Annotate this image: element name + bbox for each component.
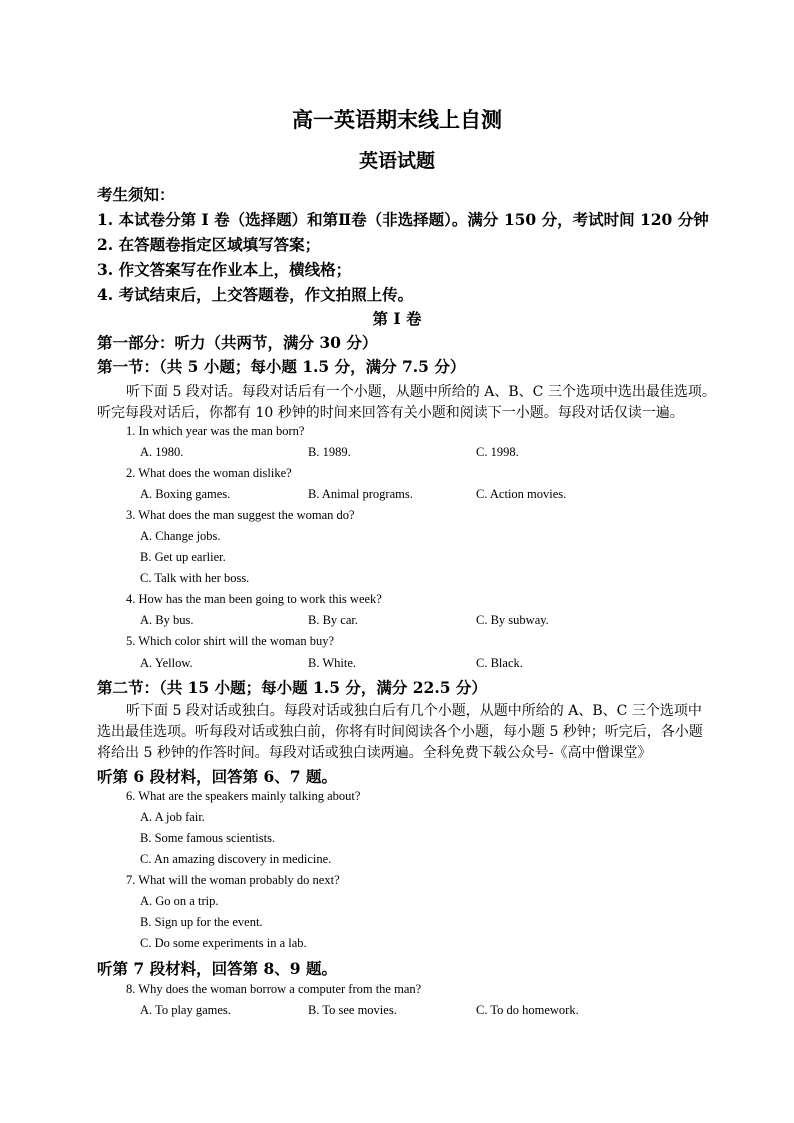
question-4-option-b: B. By car. [308,613,358,627]
question-8-option-b: B. To see movies. [308,1003,397,1017]
notice-item-1: 1. 本试卷分第 I 卷（选择题）和第Ⅱ卷（非选择题）。满分 150 分，考试时间 120 分钟 [97,210,709,229]
question-8: 8. Why does the woman borrow a computer from the man? [126,982,422,996]
question-2-option-a: A. Boxing games. [140,487,231,501]
section1-heading: 第一节：（共 5 小题；每小题 1.5 分，满分 7.5 分） [97,357,466,376]
question-2: 2. What does the woman dislike? [126,466,292,480]
question-5: 5. Which color shirt will the woman buy? [126,634,335,648]
question-6-option-b: B. Some famous scientists. [140,831,276,845]
question-1-option-c: C. 1998. [476,445,519,459]
section1-instructions-line-2: 听完每段对话后，你都有 10 秒钟的时间来回答有关小题和阅读下一小题。每段对话仅读一遍。 [97,405,684,421]
notice-heading: 考生须知： [97,185,175,204]
material-6-heading: 听第 6 段材料，回答第 6、7 题。 [97,767,337,786]
question-6: 6. What are the speakers mainly talking about? [126,789,361,803]
section1-instructions-line-1: 听下面 5 段对话。每段对话后有一个小题，从题中所给的 A、B、C 三个选项中选出最佳选项。 [126,384,716,400]
question-8-option-c: C. To do homework. [476,1003,579,1017]
question-7-option-b: B. Sign up for the event. [140,915,263,929]
section2-instructions-line-2: 选出最佳选项。听每段对话或独白前，你将有时间阅读各个小题，每小题 5 秒钟；听完后，各小题 [97,724,703,740]
section2-instructions-line-1: 听下面 5 段对话或独白。每段对话或独白后有几个小题，从题中所给的 A、B、C 三个选项中 [126,703,702,719]
question-1: 1. In which year was the man born? [126,424,305,438]
section2-instructions-line-3: 将给出 5 秒钟的作答时间。每段对话或独白读两遍。全科免费下载公众号-《高中僧课堂》 [97,745,652,761]
question-6-option-a: A. A job fair. [140,810,205,824]
question-4-option-c: C. By subway. [476,613,549,627]
question-6-option-c: C. An amazing discovery in medicine. [140,852,332,866]
material-7-heading: 听第 7 段材料，回答第 8、9 题。 [97,959,337,978]
notice-item-2: 2. 在答题卷指定区域填写答案； [97,235,321,254]
part1-heading: 第一部分：听力（共两节，满分 30 分） [97,333,378,352]
question-2-option-c: C. Action movies. [476,487,567,501]
question-7: 7. What will the woman probably do next? [126,873,340,887]
question-1-option-b: B. 1989. [308,445,351,459]
question-2-option-b: B. Animal programs. [308,487,413,501]
question-8-option-a: A. To play games. [140,1003,231,1017]
question-3-option-a: A. Change jobs. [140,529,221,543]
page-subtitle: 英语试题 [358,150,435,172]
question-7-option-a: A. Go on a trip. [140,894,219,908]
question-5-option-b: B. White. [308,656,357,670]
question-7-option-c: C. Do some experiments in a lab. [140,936,307,950]
notice-item-4: 4. 考试结束后，上交答题卷，作文拍照上传。 [97,285,414,304]
question-4: 4. How has the man been going to work this week? [126,592,382,606]
notice-item-3: 3. 作文答案写在作业本上，横线格； [97,260,352,279]
question-5-option-c: C. Black. [476,656,523,670]
section2-heading: 第二节：（共 15 小题；每小题 1.5 分，满分 22.5 分） [97,678,487,697]
question-1-option-a: A. 1980. [140,445,184,459]
page-title: 高一英语期末线上自测 [292,107,502,132]
question-3: 3. What does the man suggest the woman do? [126,508,355,522]
question-5-option-a: A. Yellow. [140,656,193,670]
question-3-option-b: B. Get up earlier. [140,550,226,564]
question-4-option-a: A. By bus. [140,613,194,627]
volume-heading: 第 I 卷 [372,309,422,328]
question-3-option-c: C. Talk with her boss. [140,571,250,585]
